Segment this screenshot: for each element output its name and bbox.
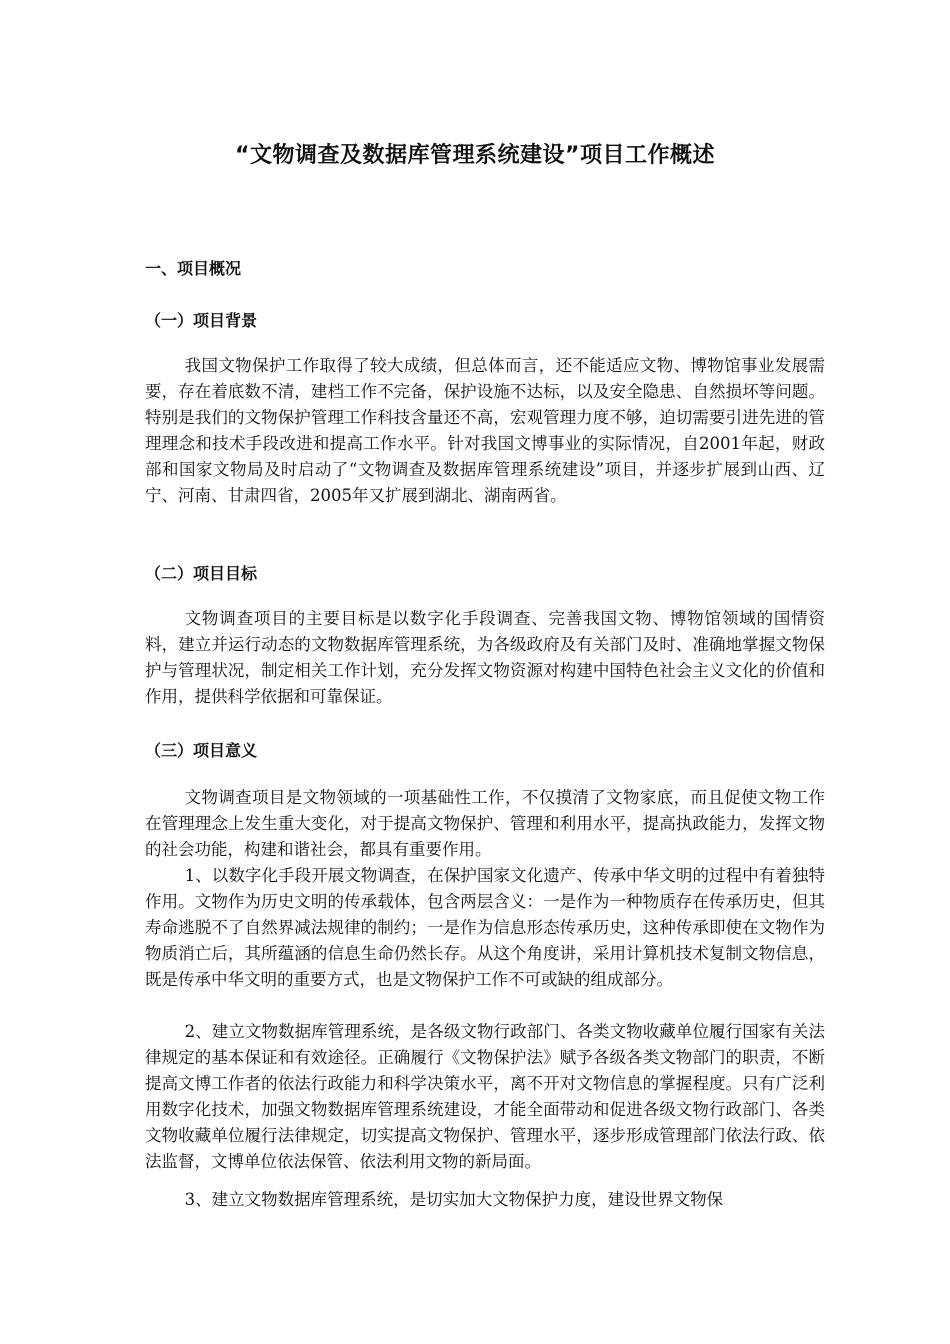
section-heading-project-overview: 一、项目概况 [145,259,242,278]
subsection-heading-goals: （二）项目目标 [145,564,258,583]
subsection-heading-significance: （三）项目意义 [145,741,258,760]
paragraph-significance-point-2: 2、建立文物数据库管理系统，是各级文物行政部门、各类文物收藏单位履行国家有关法律规定的基本保证和有效途径。正确履行《文物保护法》赋予各级各类文物部门的职责，不断提高文博工作者的依法行政能力和科学决策水平，离不开对文物信息的掌握程度。只有广泛利用数字化技术，加强文物数据库管理系统建设，才能全面带动和促进各级文物行政部门、各类文物收藏单位履行法律规定，切实提高文物保护、管理水平，逐步形成管理部门依法行政、依法监督，文博单位依法保管、依法利用文物的新局面。 [145,1022,825,1171]
paragraph-background: 我国文物保护工作取得了较大成绩，但总体而言，还不能适应文物、博物馆事业发展需要，存在着底数不清，建档工作不完备，保护设施不达标，以及安全隐患、自然损坏等问题。特别是我们的文物保护管理工作科技含量还不高，宏观管理力度不够，迫切需要引进先进的管理理念和技术手段改进和提高工作水平。针对我国文博事业的实际情况，自2001年起，财政部和国家文物局及时启动了“文物调查及数据库管理系统建设”项目，并逐步扩展到山西、辽宁、河南、甘肃四省，2005年又扩展到湖北、湖南两省。 [145,356,825,505]
document-title: “文物调查及数据库管理系统建设”项目工作概述 [235,143,715,168]
paragraph-significance-intro: 文物调查项目是文物领域的一项基础性工作，不仅摸清了文物家底，而且促使文物工作在管理理念上发生重大变化，对于提高文物保护、管理和利用水平，提高执政能力，发挥文物的社会功能，构建和谐社会，都具有重要作用。 [145,788,825,859]
paragraph-significance-point-3: 3、建立文物数据库管理系统，是切实加大文物保护力度，建设世界文物保 [184,1190,724,1209]
paragraph-goals: 文物调查项目的主要目标是以数字化手段调查、完善我国文物、博物馆领域的国情资料，建立并运行动态的文物数据库管理系统，为各级政府及有关部门及时、准确地掌握文物保护与管理状况，制定相关工作计划，充分发挥文物资源对构建中国特色社会主义文化的价值和作用，提供科学依据和可靠保证。 [145,609,825,706]
paragraph-significance-point-1: 1、以数字化手段开展文物调查，在保护国家文化遗产、传承中华文明的过程中有着独特作用。文物作为历史文明的传承载体，包含两层含义：一是作为一种物质存在传承历史，但其寿命逃脱不了自然界减法规律的制约；一是作为信息形态传承历史，这种传承即使在文物作为物质消亡后，其所蕴涵的信息生命仍然长存。从这个角度讲，采用计算机技术复制文物信息，既是传承中华文明的重要方式，也是文物保护工作不可或缺的组成部分。 [145,866,825,989]
subsection-heading-background: （一）项目背景 [145,311,258,330]
